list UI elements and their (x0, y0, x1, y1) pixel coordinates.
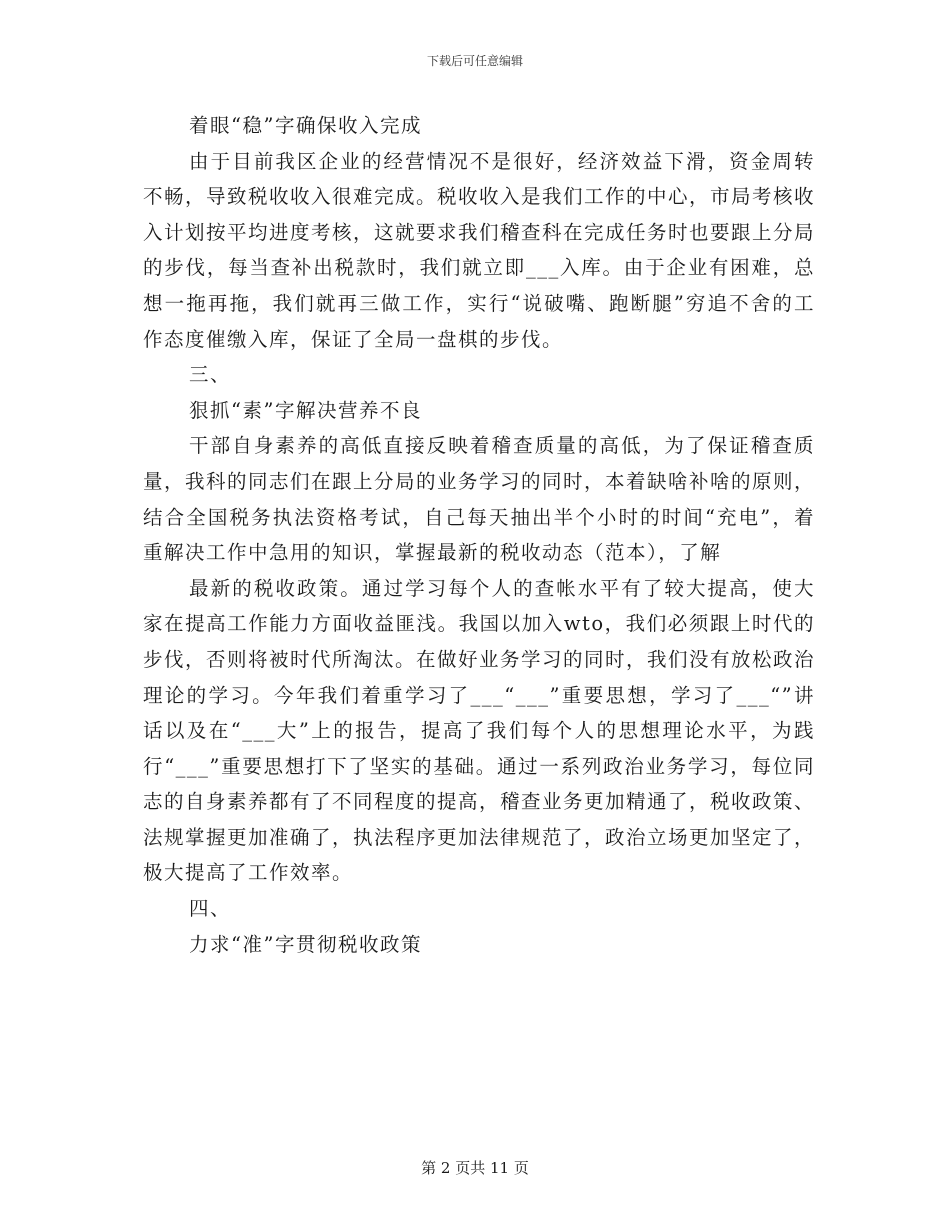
paragraph-revenue: 由于目前我区企业的经营情况不是很好，经济效益下滑，资金周转不畅，导致税收收入很难完成。税收收入是我们工作的中心，市局考核收入计划按平均进度考核，这就要求我们稽查科在完成任务时也要跟上分局的步伐，每当查补出税款时，我们就立即___入库。由于企业有困难，总想一拖再拖，我们就再三做工作，实行“说破嘴、跑断腿”穷追不舍的工作态度催缴入库，保证了全局一盘棋的步伐。 (143, 149, 816, 351)
paragraph-study: 干部自身素养的高低直接反映着稽查质量的高低，为了保证稽查质量，我科的同志们在跟上分局的业务学习的同时，本着缺啥补啥的原则，结合全国税务执法资格考试，自己每天抽出半个小时的时间“充电”，着重解决工作中急用的知识，掌握最新的税收动态（范本），了解 (143, 434, 816, 565)
section-number-four: 四、 (189, 897, 232, 921)
paragraph-policy: 最新的税收政策。通过学习每个人的查帐水平有了较大提高，使大家在提高工作能力方面收益匪浅。我国以加入wto，我们必须跟上时代的步伐，否则将被时代所淘汰。在做好业务学习的同时，我们没有放松政治理论的学习。今年我们着重学习了___“___”重要思想，学习了___“”讲话以及在“___大”上的报告，提高了我们每个人的思想理论水平，为践行“___”重要思想打下了坚实的基础。通过一系列政治业务学习，每位同志的自身素养都有了不同程度的提高，稽查业务更加精通了，税收政策、法规掌握更加准确了，执法程序更加法律规范了，政治立场更加坚定了，极大提高了工作效率。 (143, 576, 816, 885)
page-header-note: 下载后可任意编辑 (426, 54, 523, 68)
section-number-three: 三、 (189, 363, 232, 387)
section-heading-quality: 狠抓“素”字解决营养不良 (189, 398, 422, 422)
section-heading-stability: 着眼“稳”字确保收入完成 (189, 114, 422, 137)
document-body (143, 108, 815, 962)
page-number-footer: 第 2 页共 11 页 (421, 1159, 529, 1177)
section-heading-accuracy: 力求“准”字贯彻税收政策 (189, 932, 422, 956)
